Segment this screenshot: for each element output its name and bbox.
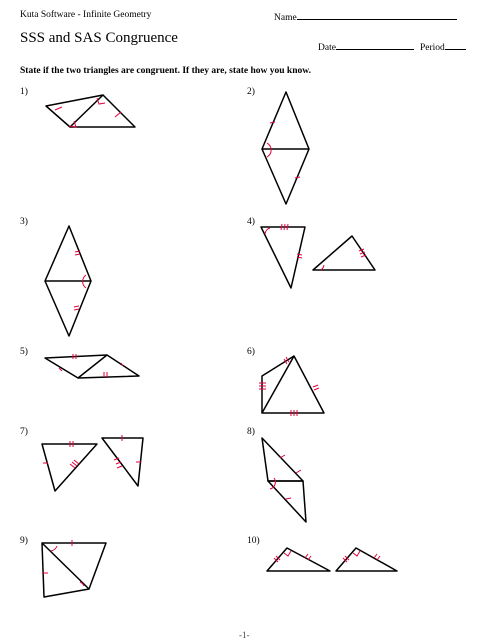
- problem-label-6: 6): [247, 347, 255, 357]
- date-label: Date: [318, 43, 336, 53]
- worksheet-title: SSS and SAS Congruence: [20, 30, 178, 46]
- problem-label-10: 10): [247, 536, 260, 546]
- figure-8: [262, 438, 306, 522]
- problem-label-7: 7): [20, 427, 28, 437]
- figure-9: [42, 540, 106, 597]
- problem-label-5: 5): [20, 347, 28, 357]
- figure-5: [45, 354, 139, 378]
- figure-10: [267, 548, 397, 571]
- figure-2: [262, 92, 309, 204]
- problem-label-1: 1): [20, 87, 28, 97]
- figure-1: [46, 95, 135, 127]
- page-number: -1-: [239, 630, 250, 640]
- figure-4: [261, 224, 375, 288]
- problem-label-3: 3): [20, 217, 28, 227]
- instructions: State if the two triangles are congruent. If they are, state how you know.: [20, 66, 311, 76]
- problem-label-9: 9): [20, 536, 28, 546]
- figure-3: [45, 226, 91, 336]
- source-label: Kuta Software - Infinite Geometry: [20, 10, 152, 20]
- figure-7: [42, 435, 143, 491]
- name-label: Name: [274, 13, 297, 23]
- period-label: Period: [420, 43, 445, 53]
- problem-label-8: 8): [247, 427, 255, 437]
- figure-6: [259, 356, 324, 416]
- problem-label-2: 2): [247, 87, 255, 97]
- problem-label-4: 4): [247, 217, 255, 227]
